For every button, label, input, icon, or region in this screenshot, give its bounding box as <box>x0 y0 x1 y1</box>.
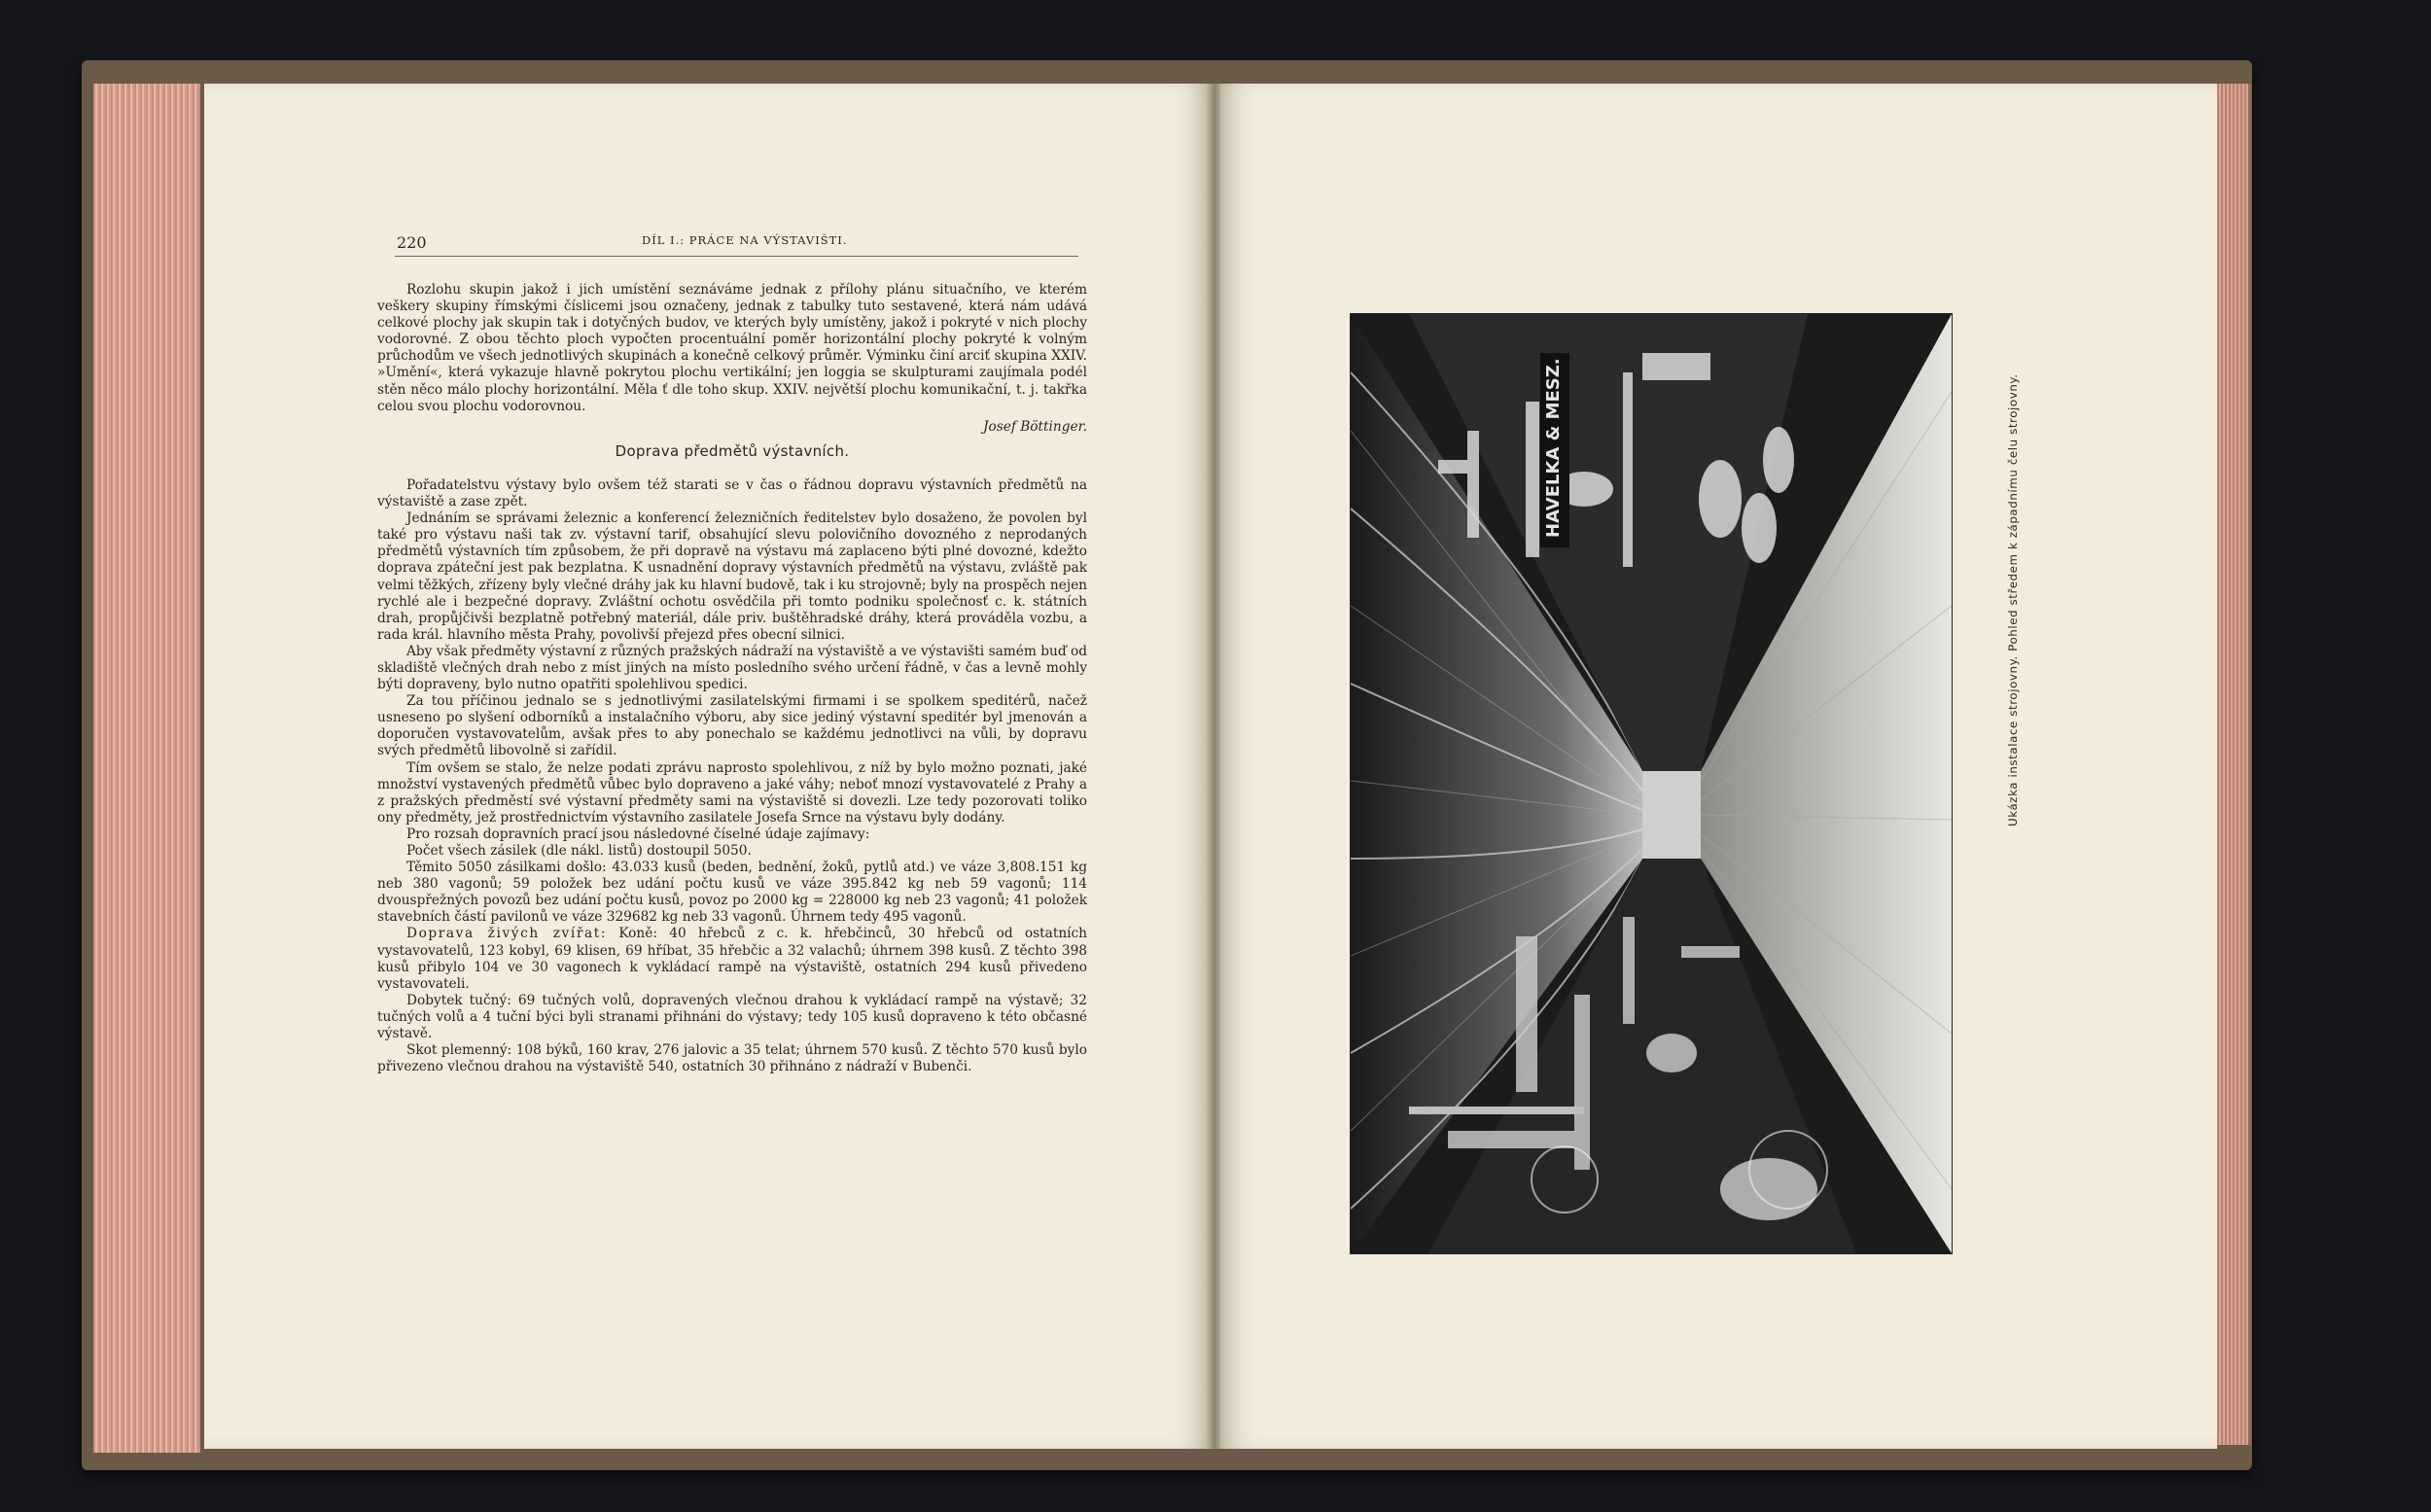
body-paragraph: Tím ovšem se stalo, že nelze podati zprávu naprosto spolehlivou, z níž by bylo možno poznati, jaké množství vystavených předmětů vůbec bylo dopraveno a jaké váhy; neboť mnozí vystavovatelé z Prahy a z pražských předměstí své výstavní předměty sami na výstaviště si dovezli. Lze tedy pozorovati toliko ony předměty, jež prostřednictvím výstavního zasilatele Josefa Srnce na výstavu byly dodány. <box>377 759 1087 826</box>
intro-paragraph: Rozlohu skupin jakož i jich umístění seznáváme jednak z přílohy plánu situačního, ve kterém veškery skupiny římskými číslicemi jsou označeny, jednak z tabulky tuto sestavené, která nám udává celkové plochy jak skupin tak i dotyčných budov, ve kterých byly umístěny, jakož i pokryté v nich plochy vodorovné. Z obou těchto ploch vypočten procentuální poměr horizontální plochy pokryté k volným průchodům ve všech jednotlivých skupinách a konečně celkový průměr. Výminku činí arciť skupina XXIV. »Umění«, která vykazuje hlavně pokrytou plochu vertikální; jen loggia se skulpturami zaujímala podél stěn něco málo plochy horizontální. Měla ť dle toho skup. XXIV. největší plochu komunikační, t. j. takřka celou svou plochu vodorovnou. <box>377 282 1087 414</box>
animals-label: Doprava živých zvířat: <box>406 926 608 942</box>
machinery-hall-photo <box>1350 313 1953 1254</box>
author-signature: Josef Böttinger. <box>982 418 1087 435</box>
running-head: DÍL I.: PRÁCE NA VÝSTAVIŠTI. <box>642 233 848 247</box>
body-paragraph: Jednáním se správami železnic a konferencí železničních ředitelstev bylo dosaženo, že povolen byl také pro výstavu naši tak zv. výstavní tarif, obsahující slevu polovičního dovozného z neprodaných předmětů výstavních tím způsobem, že při dopravě na výstavu má zaplaceno býti plné dovozné, kdežto doprava zpáteční jest pak bezplatna. K usnadnění dopravy výstavních předmětů na výstavu, zvláště pak velmi těžkých, zřízeny byly vlečné dráhy jak ku hlavní budově, tak i ku strojovně; byly na prospěch nejen rychlé ale i bezpečné dopravy. Zvláštní ochotu osvědčila při tomto podniku společnosť c. k. státních drah, propůjčivši bezplatně potřebný materiál, dále priv. buštěhradské dráhy, která prováděla vozbu, a rada král. hlavního města Prahy, povolivší přejezd přes obecní silnici. <box>377 510 1087 643</box>
breeding-paragraph <box>377 1042 1087 1075</box>
animals-paragraph <box>377 926 1087 992</box>
animals-text: Koně: 40 hřebců z c. k. hřebčinců, 30 hřebců od ostatních vystavovatelů, 123 kobyl, 69 klisen, 69 hříbat, 35 hřebčic a 32 valachů; úhrnem 398 kusů. Z těchto 398 kusů přibylo 104 ve 30 vagonech k vykládací rampě na výstaviště, ostatních 294 kusů přivedeno vystavovateli. <box>377 926 1087 992</box>
page-number: 220 <box>397 233 427 252</box>
section-heading: Doprava předmětů výstavních. <box>615 441 850 460</box>
cattle-text: 69 tučných volů, dopravených vlečnou drahou k vykládací rampě na výstavě; 32 tučných volů a 4 tuční býci byli stranami přihnáni do výstavy; tedy 105 kusů dopraveno k této občasné výstavě. <box>377 992 1087 1042</box>
breeding-text: 108 býků, 160 krav, 276 jalovic a 35 telat; úhrnem 570 kusů. Z těchto 570 kusů bylo přivezeno vlečnou drahou na výstaviště 540, ostatních 30 přihnáno z nádraží v Bubenči. <box>377 1042 1087 1075</box>
body-paragraph: Těmito 5050 zásilkami došlo: 43.033 kusů (beden, bednění, žoků, pytlů atd.) ve váze 3,808.151 kg neb 380 vagonů; 59 položek bez udání počtu kusů ve váze 395.842 kg neb 59 vagonů; 114 dvouspřežných povozů bez udání počtu kusů, povoz po 2000 kg = 228000 kg neb 23 vagonů; 41 položek stavebních částí pavilonů ve váze 329682 kg neb 33 vagonů. Úhrnem tedy 495 vagonů. <box>377 860 1087 926</box>
breeding-label: Skot plemenný: <box>406 1042 512 1059</box>
photo-sign-text: HAVELKA & MESZ. <box>1543 358 1564 538</box>
left-page-text <box>377 282 1087 1075</box>
cattle-label: Dobytek tučný: <box>406 992 511 1008</box>
photo-illustration <box>1351 314 1952 1253</box>
body-paragraph: Pro rozsah dopravních prací jsou následovné číselné údaje zajímavy: <box>406 826 870 842</box>
photo-caption: Ukázka instalace strojovny. Pohled středem k západnímu čelu strojovny. <box>2006 373 2020 826</box>
header-rule <box>395 256 1078 257</box>
body-paragraph: Počet všech zásilek (dle nákl. listů) dostoupil 5050. <box>406 843 752 859</box>
body-paragraph: Pořadatelstvu výstavy bylo ovšem též starati se v čas o řádnou dopravu výstavních předmětů na výstaviště a zase zpět. <box>377 476 1087 510</box>
body-paragraph: Aby však předměty výstavní z různých pražských nádraží na výstaviště a ve výstavišti samém buď od skladiště vlečných drah nebo z míst jiných na místo posledního svého určení řádně, v čas a levně mohly býti dopraveny, bylo nutno opatřiti spolehlivou spedici. <box>377 643 1087 693</box>
cattle-paragraph <box>377 993 1087 1042</box>
page-edges-left <box>93 84 200 1453</box>
body-paragraph: Za tou příčinou jednalo se s jednotlivými zasilatelskými firmami i se spolkem speditérů, načež usneseno po slyšení odborníků a instalačního výboru, aby sice jediný výstavní speditér byl jmenován a doporučen vystavovatelům, avšak přes to aby ponechalo se každému jednotlivci na vůli, by dopravu svých předmětů libovolně si zařídil. <box>377 693 1087 759</box>
